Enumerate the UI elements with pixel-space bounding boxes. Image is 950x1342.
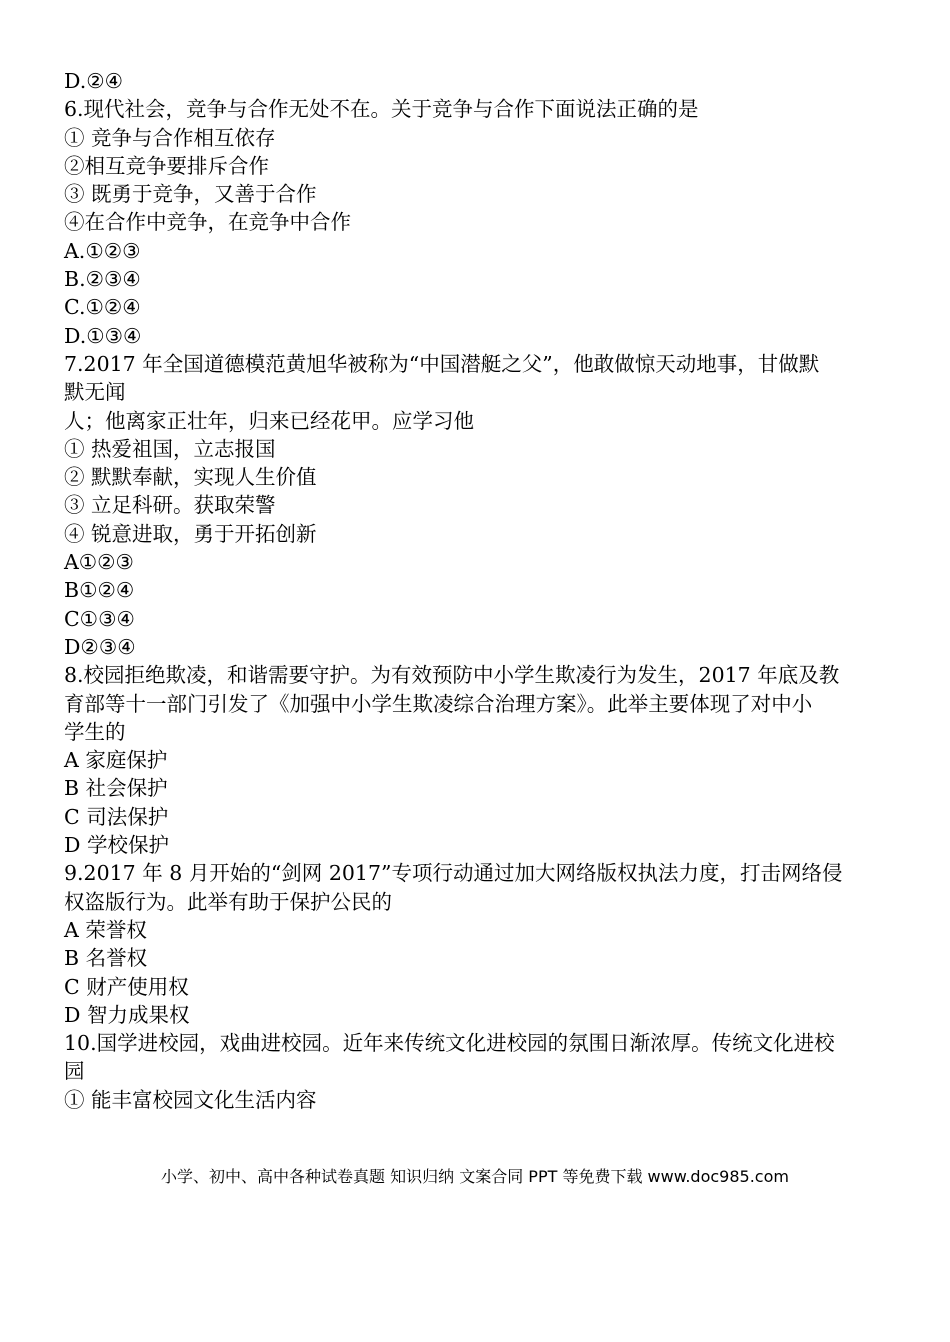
question-10-stem-cont: 园 bbox=[64, 1059, 85, 1084]
answer-option: C 财产使用权 bbox=[64, 974, 189, 999]
statement-item: ④ 锐意进取，勇于开拓创新 bbox=[64, 521, 317, 546]
answer-option: D 智力成果权 bbox=[64, 1002, 190, 1027]
statement-item: ③ 既勇于竞争，又善于合作 bbox=[64, 182, 317, 207]
question-9-stem-cont: 权盗版行为。此举有助于保护公民的 bbox=[64, 889, 392, 914]
answer-option: C.①②④ bbox=[64, 295, 141, 320]
statement-item: ① 竞争与合作相互依存 bbox=[64, 125, 276, 150]
question-7-stem-cont: 人；他离家正壮年，归来已经花甲。应学习他 bbox=[64, 408, 474, 433]
answer-option: A.①②③ bbox=[64, 238, 141, 263]
statement-item: ① 能丰富校园文化生活内容 bbox=[64, 1087, 317, 1112]
answer-option: D.①③④ bbox=[64, 323, 142, 348]
answer-option: A 家庭保护 bbox=[64, 748, 168, 773]
statement-item: ① 热爱祖国，立志报国 bbox=[64, 436, 276, 461]
statement-item: ④在合作中竞争，在竞争中合作 bbox=[64, 210, 351, 235]
question-7-stem: 7.2017 年全国道德模范黄旭华被称为“中国潜艇之父”，他敢做惊天动地事，甘做默 bbox=[64, 351, 820, 376]
question-8-stem: 8.校园拒绝欺凌，和谐需要守护。为有效预防中小学生欺凌行为发生，2017 年底及教 bbox=[64, 663, 840, 688]
answer-option: A①②③ bbox=[64, 550, 134, 575]
answer-option: B 名誉权 bbox=[64, 946, 148, 971]
answer-option: B.②③④ bbox=[64, 267, 141, 292]
question-7-stem-cont: 默无闻 bbox=[64, 380, 126, 405]
question-9-stem: 9.2017 年 8 月开始的“剑网 2017”专项行动通过加大网络版权执法力度，打击网络侵 bbox=[64, 861, 843, 886]
question-8-stem-cont: 育部等十一部门引发了《加强中小学生欺凌综合治理方案》。此举主要体现了对中小 bbox=[64, 691, 813, 716]
question-8-stem-cont: 学生的 bbox=[64, 719, 126, 744]
answer-option: A 荣誉权 bbox=[64, 917, 147, 942]
question-10-stem: 10.国学进校园，戏曲进校园。近年来传统文化进校园的氛围日渐浓厚。传统文化进校 bbox=[64, 1031, 835, 1056]
answer-option: B①②④ bbox=[64, 578, 135, 603]
statement-item: ②相互竞争要排斥合作 bbox=[64, 153, 269, 178]
statement-item: ② 默默奉献，实现人生价值 bbox=[64, 465, 317, 490]
answer-option: D 学校保护 bbox=[64, 833, 169, 858]
answer-option: D.②④ bbox=[64, 69, 123, 93]
answer-option: B 社会保护 bbox=[64, 776, 168, 801]
page-footer: 小学、初中、高中各种试卷真题 知识归纳 文案合同 PPT 等免费下载 www.doc985.com bbox=[161, 1167, 789, 1186]
answer-option: C 司法保护 bbox=[64, 804, 169, 829]
answer-option: C①③④ bbox=[64, 606, 135, 631]
document-body bbox=[64, 67, 894, 1114]
statement-item: ③ 立足科研。获取荣警 bbox=[64, 493, 276, 518]
answer-option: D②③④ bbox=[64, 634, 136, 659]
question-6-stem: 6.现代社会，竞争与合作无处不在。关于竞争与合作下面说法正确的是 bbox=[64, 97, 699, 122]
